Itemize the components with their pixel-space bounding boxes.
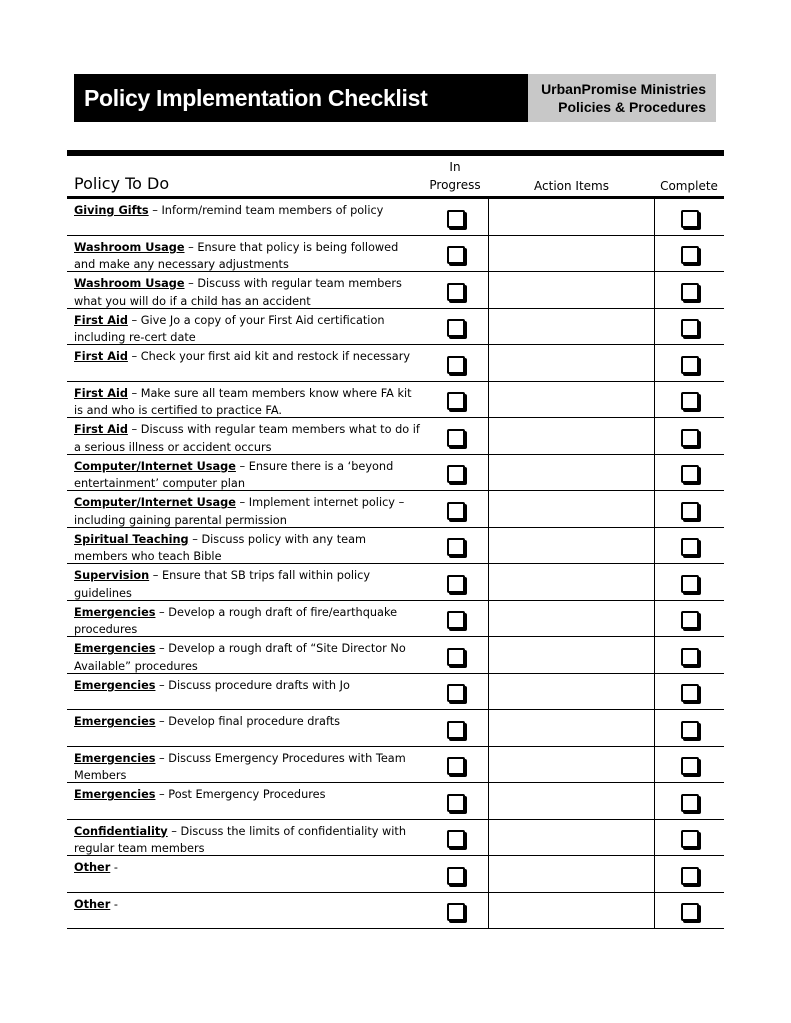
action-items-cell[interactable] <box>488 528 655 564</box>
policy-text <box>67 820 423 856</box>
in-progress-checkbox[interactable] <box>447 502 465 520</box>
action-items-cell[interactable] <box>488 236 655 272</box>
complete-checkbox[interactable] <box>681 502 699 520</box>
table-row <box>67 491 724 528</box>
policy-label: Computer/Internet Usage <box>74 459 236 473</box>
complete-checkbox[interactable] <box>681 356 699 374</box>
column-header-complete: Complete <box>660 179 718 193</box>
policy-text <box>67 637 423 673</box>
action-items-cell[interactable] <box>488 747 655 783</box>
in-progress-cell <box>423 783 488 819</box>
policy-label: Emergencies <box>74 788 156 801</box>
complete-cell <box>655 309 724 345</box>
policy-description: – Develop a rough draft of fire/earthquake procedures <box>74 605 398 636</box>
complete-checkbox[interactable] <box>681 830 699 848</box>
org-subtitle: Policies & Procedures <box>558 99 706 115</box>
complete-cell <box>655 820 724 856</box>
policy-label: Washroom Usage <box>74 277 185 290</box>
complete-cell <box>655 710 724 746</box>
table-row <box>67 382 724 419</box>
action-items-cell[interactable] <box>488 272 655 308</box>
in-progress-cell <box>423 601 488 637</box>
policy-label: Computer/Internet Usage <box>74 496 236 509</box>
policy-description: – Discuss Emergency Procedures with Team Members <box>74 751 406 782</box>
policy-description: – Discuss with regular team members what you will do if a child has an accident <box>74 277 402 308</box>
column-header-in-progress-line2: Progress <box>429 178 481 192</box>
policy-description: – Give Jo a copy of your First Aid certification including re-cert date <box>74 313 385 344</box>
in-progress-cell <box>423 491 488 527</box>
table-row <box>67 747 724 784</box>
complete-checkbox[interactable] <box>681 611 699 629</box>
policy-text <box>67 491 423 527</box>
policy-label: Other <box>74 897 111 911</box>
action-items-cell[interactable] <box>488 601 655 637</box>
in-progress-cell <box>423 455 488 491</box>
org-block <box>528 74 716 122</box>
action-items-cell[interactable] <box>488 491 655 527</box>
complete-checkbox[interactable] <box>681 684 699 702</box>
policy-text <box>67 309 423 345</box>
table-row <box>67 455 724 492</box>
table-row <box>67 856 724 893</box>
in-progress-cell <box>423 710 488 746</box>
action-items-cell[interactable] <box>488 564 655 600</box>
complete-checkbox[interactable] <box>681 283 699 301</box>
in-progress-checkbox[interactable] <box>447 429 465 447</box>
checklist-rows <box>67 199 724 929</box>
policy-label: Emergencies <box>74 642 156 655</box>
policy-text <box>67 674 423 710</box>
policy-description: – Discuss policy with any team members who teach Bible <box>74 532 366 563</box>
complete-cell <box>655 674 724 710</box>
action-items-cell[interactable] <box>488 455 655 491</box>
table-row <box>67 528 724 565</box>
in-progress-checkbox[interactable] <box>447 210 465 228</box>
table-row <box>67 418 724 455</box>
policy-text <box>67 382 423 418</box>
in-progress-checkbox[interactable] <box>447 867 465 885</box>
in-progress-cell <box>423 199 488 235</box>
policy-description: – Discuss the limits of confidentiality with regular team members <box>74 824 407 855</box>
action-items-cell[interactable] <box>488 710 655 746</box>
policy-text <box>67 747 423 783</box>
complete-checkbox[interactable] <box>681 794 699 812</box>
in-progress-checkbox[interactable] <box>447 757 465 775</box>
checklist-table <box>67 150 724 929</box>
policy-label: Emergencies <box>74 678 156 692</box>
action-items-cell[interactable] <box>488 893 655 929</box>
in-progress-cell <box>423 674 488 710</box>
in-progress-checkbox[interactable] <box>447 392 465 410</box>
policy-label: Emergencies <box>74 715 156 728</box>
policy-description: – Develop final procedure drafts <box>155 715 341 728</box>
in-progress-checkbox[interactable] <box>447 794 465 812</box>
complete-cell <box>655 747 724 783</box>
policy-text <box>67 455 423 491</box>
policy-description: – Post Emergency Procedures <box>155 788 326 801</box>
page-title: Policy Implementation Checklist <box>74 74 528 122</box>
policy-text <box>67 856 423 892</box>
policy-text <box>67 528 423 564</box>
column-header-row <box>67 156 724 199</box>
action-items-cell[interactable] <box>488 309 655 345</box>
policy-text <box>67 418 423 454</box>
in-progress-cell <box>423 345 488 381</box>
policy-text <box>67 564 423 600</box>
column-header-in-progress-line1: In <box>449 160 461 174</box>
policy-label: First Aid <box>74 423 128 436</box>
in-progress-checkbox[interactable] <box>447 356 465 374</box>
action-items-cell[interactable] <box>488 674 655 710</box>
policy-text <box>67 345 423 381</box>
complete-cell <box>655 491 724 527</box>
action-items-cell[interactable] <box>488 418 655 454</box>
table-row <box>67 199 724 236</box>
column-header-policy: Policy To Do <box>74 174 170 193</box>
action-items-cell[interactable] <box>488 637 655 673</box>
policy-label: Emergencies <box>74 751 156 765</box>
complete-checkbox[interactable] <box>681 465 699 483</box>
complete-cell <box>655 345 724 381</box>
complete-cell <box>655 236 724 272</box>
complete-cell <box>655 382 724 418</box>
complete-checkbox[interactable] <box>681 429 699 447</box>
policy-label: Supervision <box>74 569 150 582</box>
table-row <box>67 710 724 747</box>
in-progress-cell <box>423 382 488 418</box>
in-progress-checkbox[interactable] <box>447 648 465 666</box>
in-progress-checkbox[interactable] <box>447 465 465 483</box>
complete-cell <box>655 199 724 235</box>
policy-description: – Ensure that policy is being followed and make any necessary adjustments <box>74 240 399 271</box>
complete-cell <box>655 528 724 564</box>
table-row <box>67 345 724 382</box>
in-progress-checkbox[interactable] <box>447 684 465 702</box>
complete-cell <box>655 418 724 454</box>
action-items-cell[interactable] <box>488 345 655 381</box>
policy-text <box>67 236 423 272</box>
complete-checkbox[interactable] <box>681 867 699 885</box>
policy-text <box>67 783 423 819</box>
complete-checkbox[interactable] <box>681 210 699 228</box>
complete-cell <box>655 637 724 673</box>
in-progress-checkbox[interactable] <box>447 830 465 848</box>
complete-cell <box>655 783 724 819</box>
policy-text <box>67 710 423 746</box>
table-row <box>67 309 724 346</box>
table-row <box>67 820 724 857</box>
policy-text <box>67 199 423 235</box>
table-row <box>67 564 724 601</box>
complete-cell <box>655 272 724 308</box>
in-progress-cell <box>423 528 488 564</box>
complete-checkbox[interactable] <box>681 757 699 775</box>
in-progress-checkbox[interactable] <box>447 246 465 264</box>
policy-description: – Discuss with regular team members what to do if a serious illness or accident occurs <box>74 423 420 454</box>
policy-label: Confidentiality <box>74 824 168 838</box>
policy-label: First Aid <box>74 386 128 400</box>
table-row <box>67 601 724 638</box>
complete-cell <box>655 856 724 892</box>
in-progress-cell <box>423 856 488 892</box>
table-row <box>67 893 724 930</box>
action-items-cell[interactable] <box>488 856 655 892</box>
complete-cell <box>655 893 724 929</box>
complete-cell <box>655 601 724 637</box>
in-progress-checkbox[interactable] <box>447 611 465 629</box>
policy-label: Emergencies <box>74 605 156 619</box>
policy-description: - <box>110 861 118 874</box>
complete-checkbox[interactable] <box>681 648 699 666</box>
policy-label: Spiritual Teaching <box>74 532 189 546</box>
complete-checkbox[interactable] <box>681 538 699 556</box>
complete-checkbox[interactable] <box>681 575 699 593</box>
in-progress-cell <box>423 309 488 345</box>
in-progress-checkbox[interactable] <box>447 575 465 593</box>
complete-checkbox[interactable] <box>681 319 699 337</box>
column-header-action-items: Action Items <box>534 179 609 193</box>
policy-text <box>67 601 423 637</box>
in-progress-checkbox[interactable] <box>447 283 465 301</box>
table-row <box>67 783 724 820</box>
policy-description: – Make sure all team members know where FA kit is and who is certified to practice FA. <box>74 386 412 417</box>
policy-description: – Ensure that SB trips fall within policy guidelines <box>74 569 371 600</box>
policy-label: Giving Gifts <box>74 204 149 217</box>
policy-description: – Inform/remind team members of policy <box>148 204 384 217</box>
in-progress-cell <box>423 747 488 783</box>
complete-checkbox[interactable] <box>681 246 699 264</box>
policy-description: – Discuss procedure drafts with Jo <box>155 678 350 692</box>
column-header-in-progress <box>423 158 487 194</box>
table-row <box>67 236 724 273</box>
table-row <box>67 637 724 674</box>
policy-description: – Implement internet policy – including gaining parental permission <box>74 496 405 527</box>
complete-checkbox[interactable] <box>681 721 699 739</box>
policy-label: First Aid <box>74 313 128 327</box>
complete-cell <box>655 564 724 600</box>
action-items-cell[interactable] <box>488 199 655 235</box>
in-progress-checkbox[interactable] <box>447 903 465 921</box>
policy-description: – Check your first aid kit and restock if necessary <box>127 350 411 363</box>
table-row <box>67 674 724 711</box>
table-row <box>67 272 724 309</box>
complete-cell <box>655 455 724 491</box>
in-progress-cell <box>423 637 488 673</box>
policy-description: – Ensure there is a ‘beyond entertainment’ computer plan <box>74 459 394 490</box>
policy-text <box>67 272 423 308</box>
policy-description: – Develop a rough draft of “Site Director No Available” procedures <box>74 642 406 673</box>
action-items-cell[interactable] <box>488 783 655 819</box>
action-items-cell[interactable] <box>488 382 655 418</box>
policy-label: First Aid <box>74 350 128 363</box>
complete-checkbox[interactable] <box>681 392 699 410</box>
header-banner <box>74 74 716 122</box>
policy-label: Washroom Usage <box>74 240 185 254</box>
complete-checkbox[interactable] <box>681 903 699 921</box>
in-progress-checkbox[interactable] <box>447 538 465 556</box>
in-progress-checkbox[interactable] <box>447 319 465 337</box>
action-items-cell[interactable] <box>488 820 655 856</box>
in-progress-checkbox[interactable] <box>447 721 465 739</box>
in-progress-cell <box>423 236 488 272</box>
in-progress-cell <box>423 564 488 600</box>
org-name: UrbanPromise Ministries <box>541 81 706 97</box>
in-progress-cell <box>423 418 488 454</box>
policy-description: - <box>110 897 118 911</box>
in-progress-cell <box>423 272 488 308</box>
policy-text <box>67 893 423 929</box>
in-progress-cell <box>423 893 488 929</box>
policy-label: Other <box>74 861 111 874</box>
in-progress-cell <box>423 820 488 856</box>
